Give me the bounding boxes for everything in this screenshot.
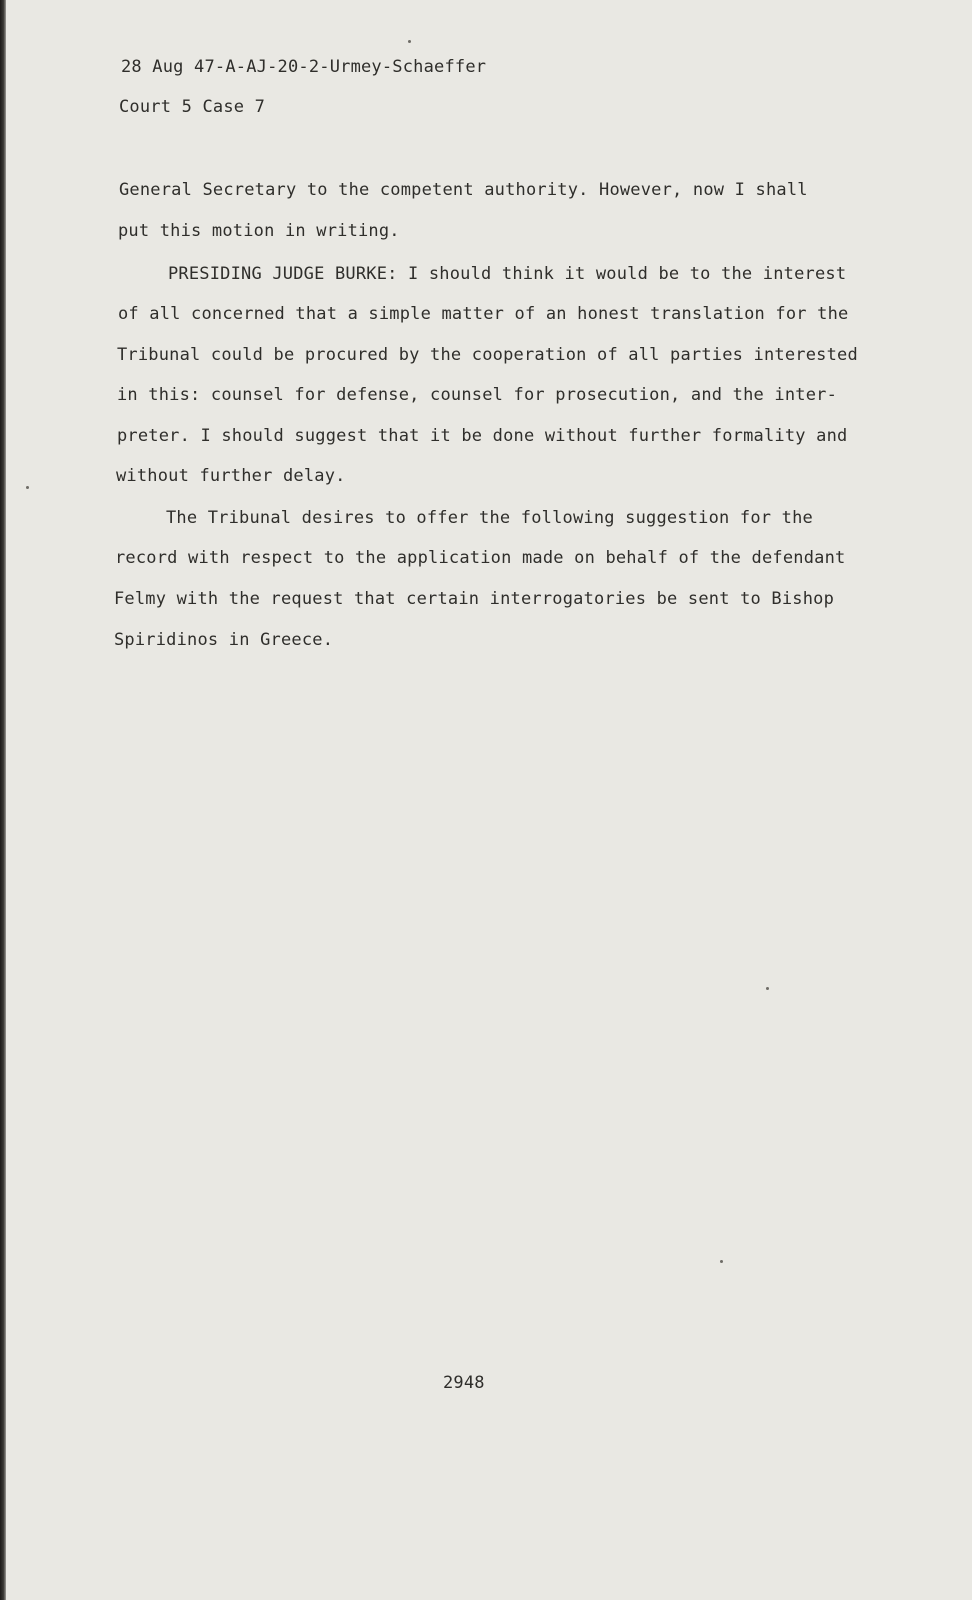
body-line: Tribunal could be procured by the cooperation of all parties interested <box>117 345 858 365</box>
header-court-case: Court 5 Case 7 <box>119 97 266 117</box>
body-line: of all concerned that a simple matter of an honest translation for the <box>118 304 849 324</box>
body-line: without further delay. <box>116 466 346 486</box>
body-line: put this motion in writing. <box>118 221 400 241</box>
body-line: The Tribunal desires to offer the following suggestion for the <box>166 508 813 528</box>
paper-speck <box>766 987 769 990</box>
body-line: PRESIDING JUDGE BURKE: I should think it would be to the interest <box>168 264 847 284</box>
body-line: in this: counsel for defense, counsel for prosecution, and the inter- <box>117 385 838 405</box>
header-reference: 28 Aug 47-A-AJ-20-2-Urmey-Schaeffer <box>121 57 487 77</box>
paper-speck <box>720 1260 723 1263</box>
page-number: 2948 <box>443 1373 485 1393</box>
body-line: Felmy with the request that certain interrogatories be sent to Bishop <box>114 589 835 609</box>
body-line: Spiridinos in Greece. <box>114 630 334 650</box>
body-line: preter. I should suggest that it be done without further formality and <box>117 426 848 446</box>
body-line: record with respect to the application made on behalf of the defendant <box>115 548 846 568</box>
paper-speck <box>408 40 411 43</box>
paper-speck <box>26 486 29 489</box>
body-line: General Secretary to the competent authority. However, now I shall <box>119 180 808 200</box>
document-page <box>6 0 972 1600</box>
